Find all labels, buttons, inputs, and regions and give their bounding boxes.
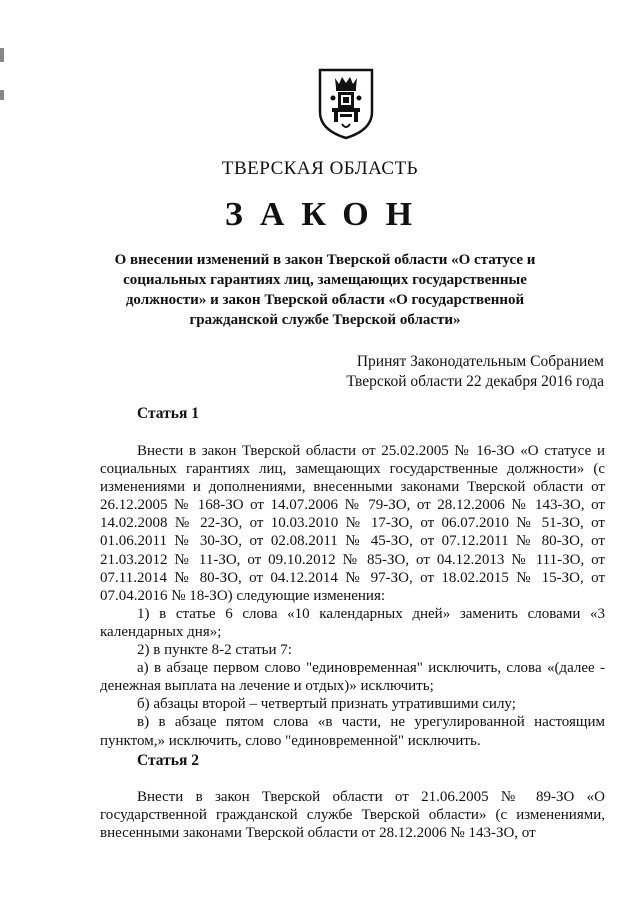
article-1-item-2b: б) абзацы второй – четвертый признать утратившими силу; bbox=[137, 696, 516, 713]
law-title: О внесении изменений в закон Тверской области «О статусе и социальных гарантиях лиц, замещающих государственные должности» и закон Тверской области «О государственной гражданской службе Тверской области» bbox=[114, 252, 536, 328]
adoption-line-2: Тверской области 22 декабря 2016 года bbox=[346, 373, 604, 390]
article-1-item-2a: а) в абзаце первом слово "единовременная" исключить, слова «(далее - денежная выплата на лечение и отдых)» исключить; bbox=[100, 660, 605, 695]
article-2-body bbox=[100, 788, 605, 842]
article-1-body bbox=[100, 442, 605, 750]
adoption-note bbox=[346, 352, 604, 392]
article-1-heading: Статья 1 bbox=[137, 405, 199, 422]
article-1-item-2: 2) в пункте 8-2 статьи 7: bbox=[137, 642, 292, 659]
scan-edge-mark bbox=[0, 48, 4, 62]
adoption-line-1: Принят Законодательным Собранием bbox=[356, 353, 604, 370]
coat-of-arms-icon bbox=[318, 68, 374, 140]
article-1-item-1: 1) в статье 6 слова «10 календарных дней» заменить словами «3 календарных дня»; bbox=[100, 605, 605, 640]
article-2-intro: Внести в закон Тверской области от 21.06.2005 № 89-ЗО «О государственной гражданской службе Тверской области» (с изменениями, внесенными законами Тверской области от 28.12.2006 № 143-ЗО, от bbox=[100, 789, 605, 842]
article-1-intro: Внести в закон Тверской области от 25.02.2005 № 16-ЗО «О статусе и социальных гарантиях лиц, замещающих государственные должности» (с изменениями и дополнениями, внесенными законами Тверской области от 26.12.2005 № 168-ЗО от 14.07.2006 № 79-ЗО, от 28.12.2006 № 143-ЗО, от 14.02.2008 № 22-ЗО, от 10.03.2010 № 17-ЗО, от 06.07.2010 № 51-ЗО, от 01.06.2011 № 30-ЗО, от 02.08.2011 № 45-ЗО, от 07.12.2011 № 80-ЗО, от 21.03.2012 № 11-ЗО, от 09.10.2012 № 85-ЗО, от 04.12.2013 № 111-ЗО, от 07.11.2014 № 80-ЗО, от 04.12.2014 № 97-ЗО, от 18.02.2015 № 15-ЗО, от 07.04.2016 № 18-ЗО) следующие изменения: bbox=[100, 443, 605, 604]
article-2-heading: Статья 2 bbox=[137, 752, 199, 769]
document-type: ЗАКОН bbox=[224, 196, 430, 233]
scan-edge-mark bbox=[0, 90, 4, 100]
region-name: ТВЕРСКАЯ ОБЛАСТЬ bbox=[221, 158, 419, 179]
article-1-item-2c: в) в абзаце пятом слова «в части, не урегулированной настоящим пунктом,» исключить, слово "единовременной" исключить. bbox=[100, 714, 605, 749]
